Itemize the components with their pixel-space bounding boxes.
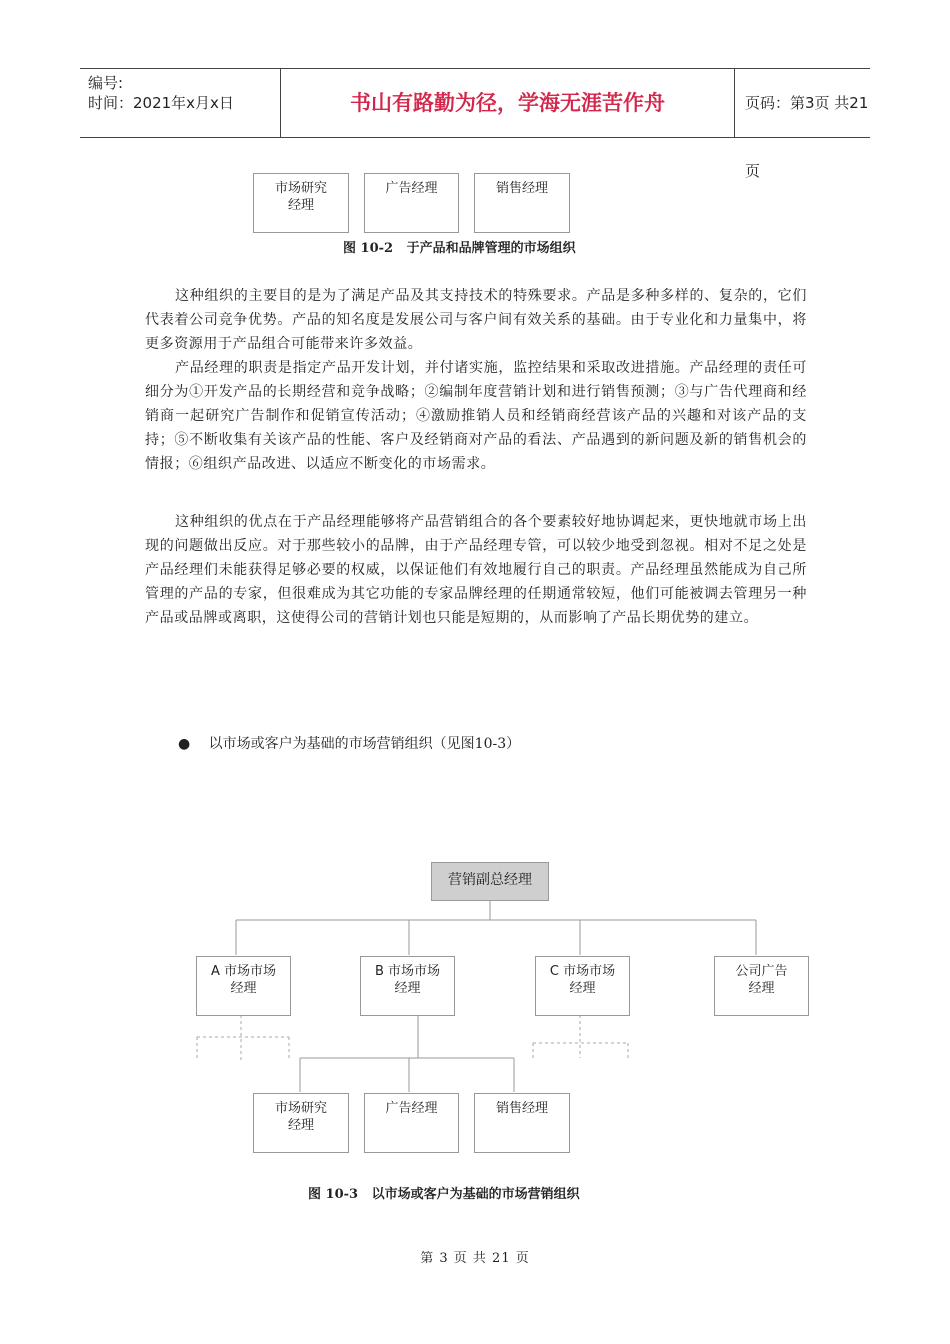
fig1-box-advertising: 广告经理 [364,173,459,233]
date-label: 时间：2021年x月x日 [88,94,234,112]
org-box-vp-marketing: 营销副总经理 [431,862,549,901]
paragraph-3: 这种组织的优点在于产品经理能够将产品营销组合的各个要素较好地协调起来，更快地就市场上出现的问题做出反应。对于那些较小的品牌，由于产品经理专管，可以较少地受到忽视。相对不足之处是产品经理们未能获得足够必要的权威，以保证他们有效地履行自己的职责。产品经理虽然能成为自己所管理的产品的专家，但很难成为其它功能的专家品牌经理的任期通常较短，他们可能被调去管理另一种产品或品牌或离职，这使得公司的营销计划也只能是短期的，从而影响了产品长期优势的建立。 [145,514,807,626]
fig1-box-research: 市场研究 经理 [253,173,349,233]
page-footer: 第 3 页 共 21 页 [420,1251,530,1266]
header-page-label: 页码：第3页 共21页 [745,94,869,180]
fig1-box-sales: 销售经理 [474,173,570,233]
org-box-research: 市场研究 经理 [253,1093,349,1153]
org-box-market-b: B 市场市场 经理 [360,956,455,1016]
org-box-corporate-advertising: 公司广告 经理 [714,956,809,1016]
number-label: 编号: [88,74,124,92]
paragraph-2: 产品经理的职责是指定产品开发计划，并付诸实施，监控结果和采取改进措施。产品经理的责任可细分为①开发产品的长期经营和竞争战略；②编制年度营销计划和进行销售预测；③与广告代理商和经销商一起研究广告制作和促销宣传活动；④激励推销人员和经销商经营该产品的兴趣和对该产品的支持；⑤不断收集有关该产品的性能、客户及经销商对产品的看法、产品遇到的新问题及新的销售机会的情报；⑥组织产品改进、以适应不断变化的市场需求。 [145,360,807,472]
org-box-market-c: C 市场市场 经理 [535,956,630,1016]
org-box-sales: 销售经理 [474,1093,570,1153]
figure-10-2-caption: 图 10-2 于产品和品牌管理的市场组织 [343,241,576,256]
paragraph-1: 这种组织的主要目的是为了满足产品及其支持技术的特殊要求。产品是多种多样的、复杂的，它们代表着公司竞争优势。产品的知名度是发展公司与客户间有效关系的基础。由于专业化和力量集中，将更多资源用于产品组合可能带来许多效益。 [145,288,807,352]
header-motto: 书山有路勤为径，学海无涯苦作舟 [280,69,735,137]
bullet-text: 以市场或客户为基础的市场营销组织（见图10-3） [208,736,521,752]
figure-10-3-caption: 图 10-3 以市场或客户为基础的市场营销组织 [308,1187,580,1202]
org-box-advertising: 广告经理 [364,1093,459,1153]
bullet-icon: ● [178,736,191,752]
org-box-market-a: A 市场市场 经理 [196,956,291,1016]
